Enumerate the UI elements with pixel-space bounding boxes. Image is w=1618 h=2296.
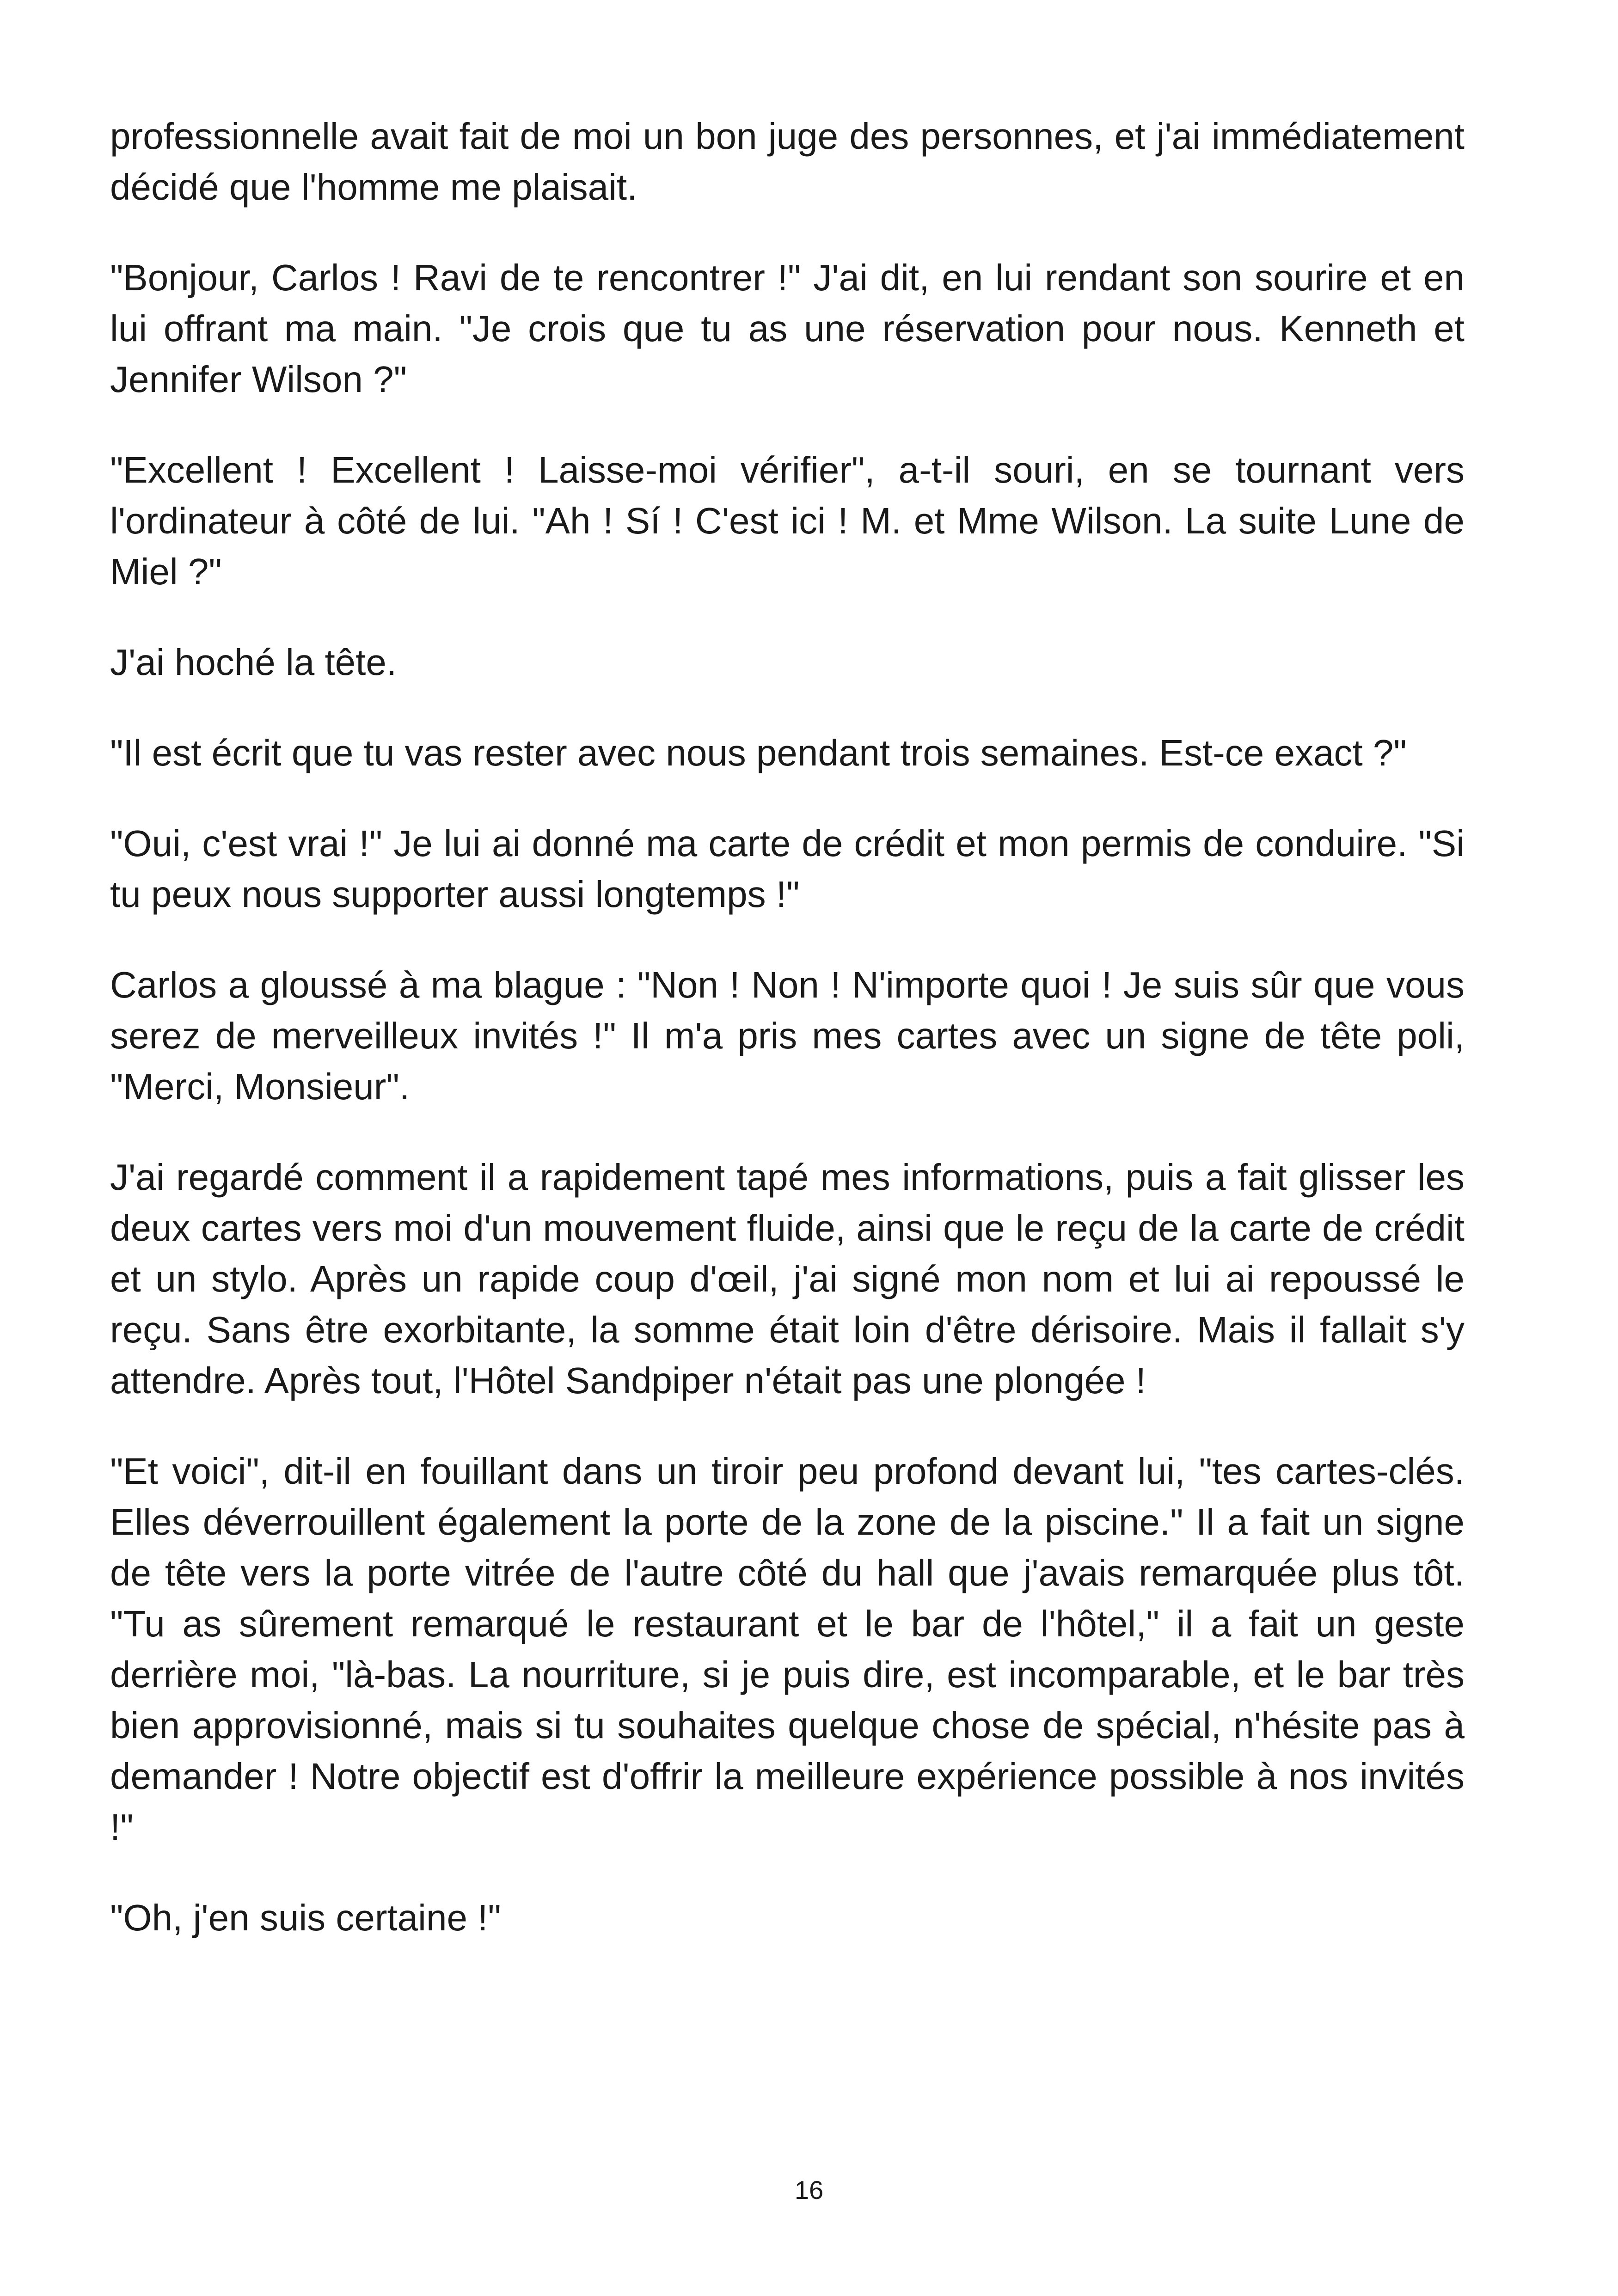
paragraph: J'ai hoché la tête. — [110, 642, 397, 683]
paragraph: "Oh, j'en suis certaine !" — [110, 1897, 501, 1938]
paragraph: Carlos a gloussé à ma blague : "Non ! Non ! N'importe quoi ! Je suis sûr que vous serez de merveilleux invités !" Il m'a pris mes cartes avec un signe de tête poli, "Merci, Monsieur". — [110, 964, 1465, 1107]
paragraph: "Oui, c'est vrai !" Je lui ai donné ma carte de crédit et mon permis de conduire. "Si tu peux nous supporter aussi longtemps !" — [110, 823, 1465, 915]
page-number: 16 — [794, 2175, 824, 2204]
paragraph: J'ai regardé comment il a rapidement tapé mes informations, puis a fait glisser les deux cartes vers moi d'un mouvement fluide, ainsi que le reçu de la carte de crédit et un stylo. Après un rapide coup d'œil, j'ai signé mon nom et lui ai repoussé le reçu. Sans être exorbitante, la somme était loin d'être dérisoire. Mais il fallait s'y attendre. Après tout, l'Hôtel Sandpiper n'était pas une plongée ! — [110, 1157, 1465, 1401]
paragraph: "Bonjour, Carlos ! Ravi de te rencontrer !" J'ai dit, en lui rendant son sourire et en lui offrant ma main. "Je crois que tu as une réservation pour nous. Kenneth et Jennifer Wilson ?" — [110, 257, 1465, 400]
paragraph: "Et voici", dit-il en fouillant dans un tiroir peu profond devant lui, "tes cartes-clés. Elles déverrouillent également la porte de la zone de la piscine." Il a fait un signe de tête vers la porte vitrée de l'autre côté du hall que j'avais remarquée plus tôt. "Tu as sûrement remarqué le restaurant et le bar de l'hôtel," il a fait un geste derrière moi, "là-bas. La nourriture, si je puis dire, est incomparable, et le bar très bien approvisionné, mais si tu souhaites quelque chose de spécial, n'hésite pas à demander ! Notre objectif est d'offrir la meilleure expérience possible à nos invités !" — [110, 1451, 1465, 1848]
paragraph: professionnelle avait fait de moi un bon juge des personnes, et j'ai immédiatement décidé que l'homme me plaisait. — [110, 116, 1465, 208]
body-text — [110, 111, 1465, 1983]
paragraph: "Il est écrit que tu vas rester avec nous pendant trois semaines. Est-ce exact ?" — [110, 732, 1407, 773]
paragraph: "Excellent ! Excellent ! Laisse-moi vérifier", a-t-il souri, en se tournant vers l'ordinateur à côté de lui. "Ah ! Sí ! C'est ici ! M. et Mme Wilson. La suite Lune de Miel ?" — [110, 449, 1465, 592]
